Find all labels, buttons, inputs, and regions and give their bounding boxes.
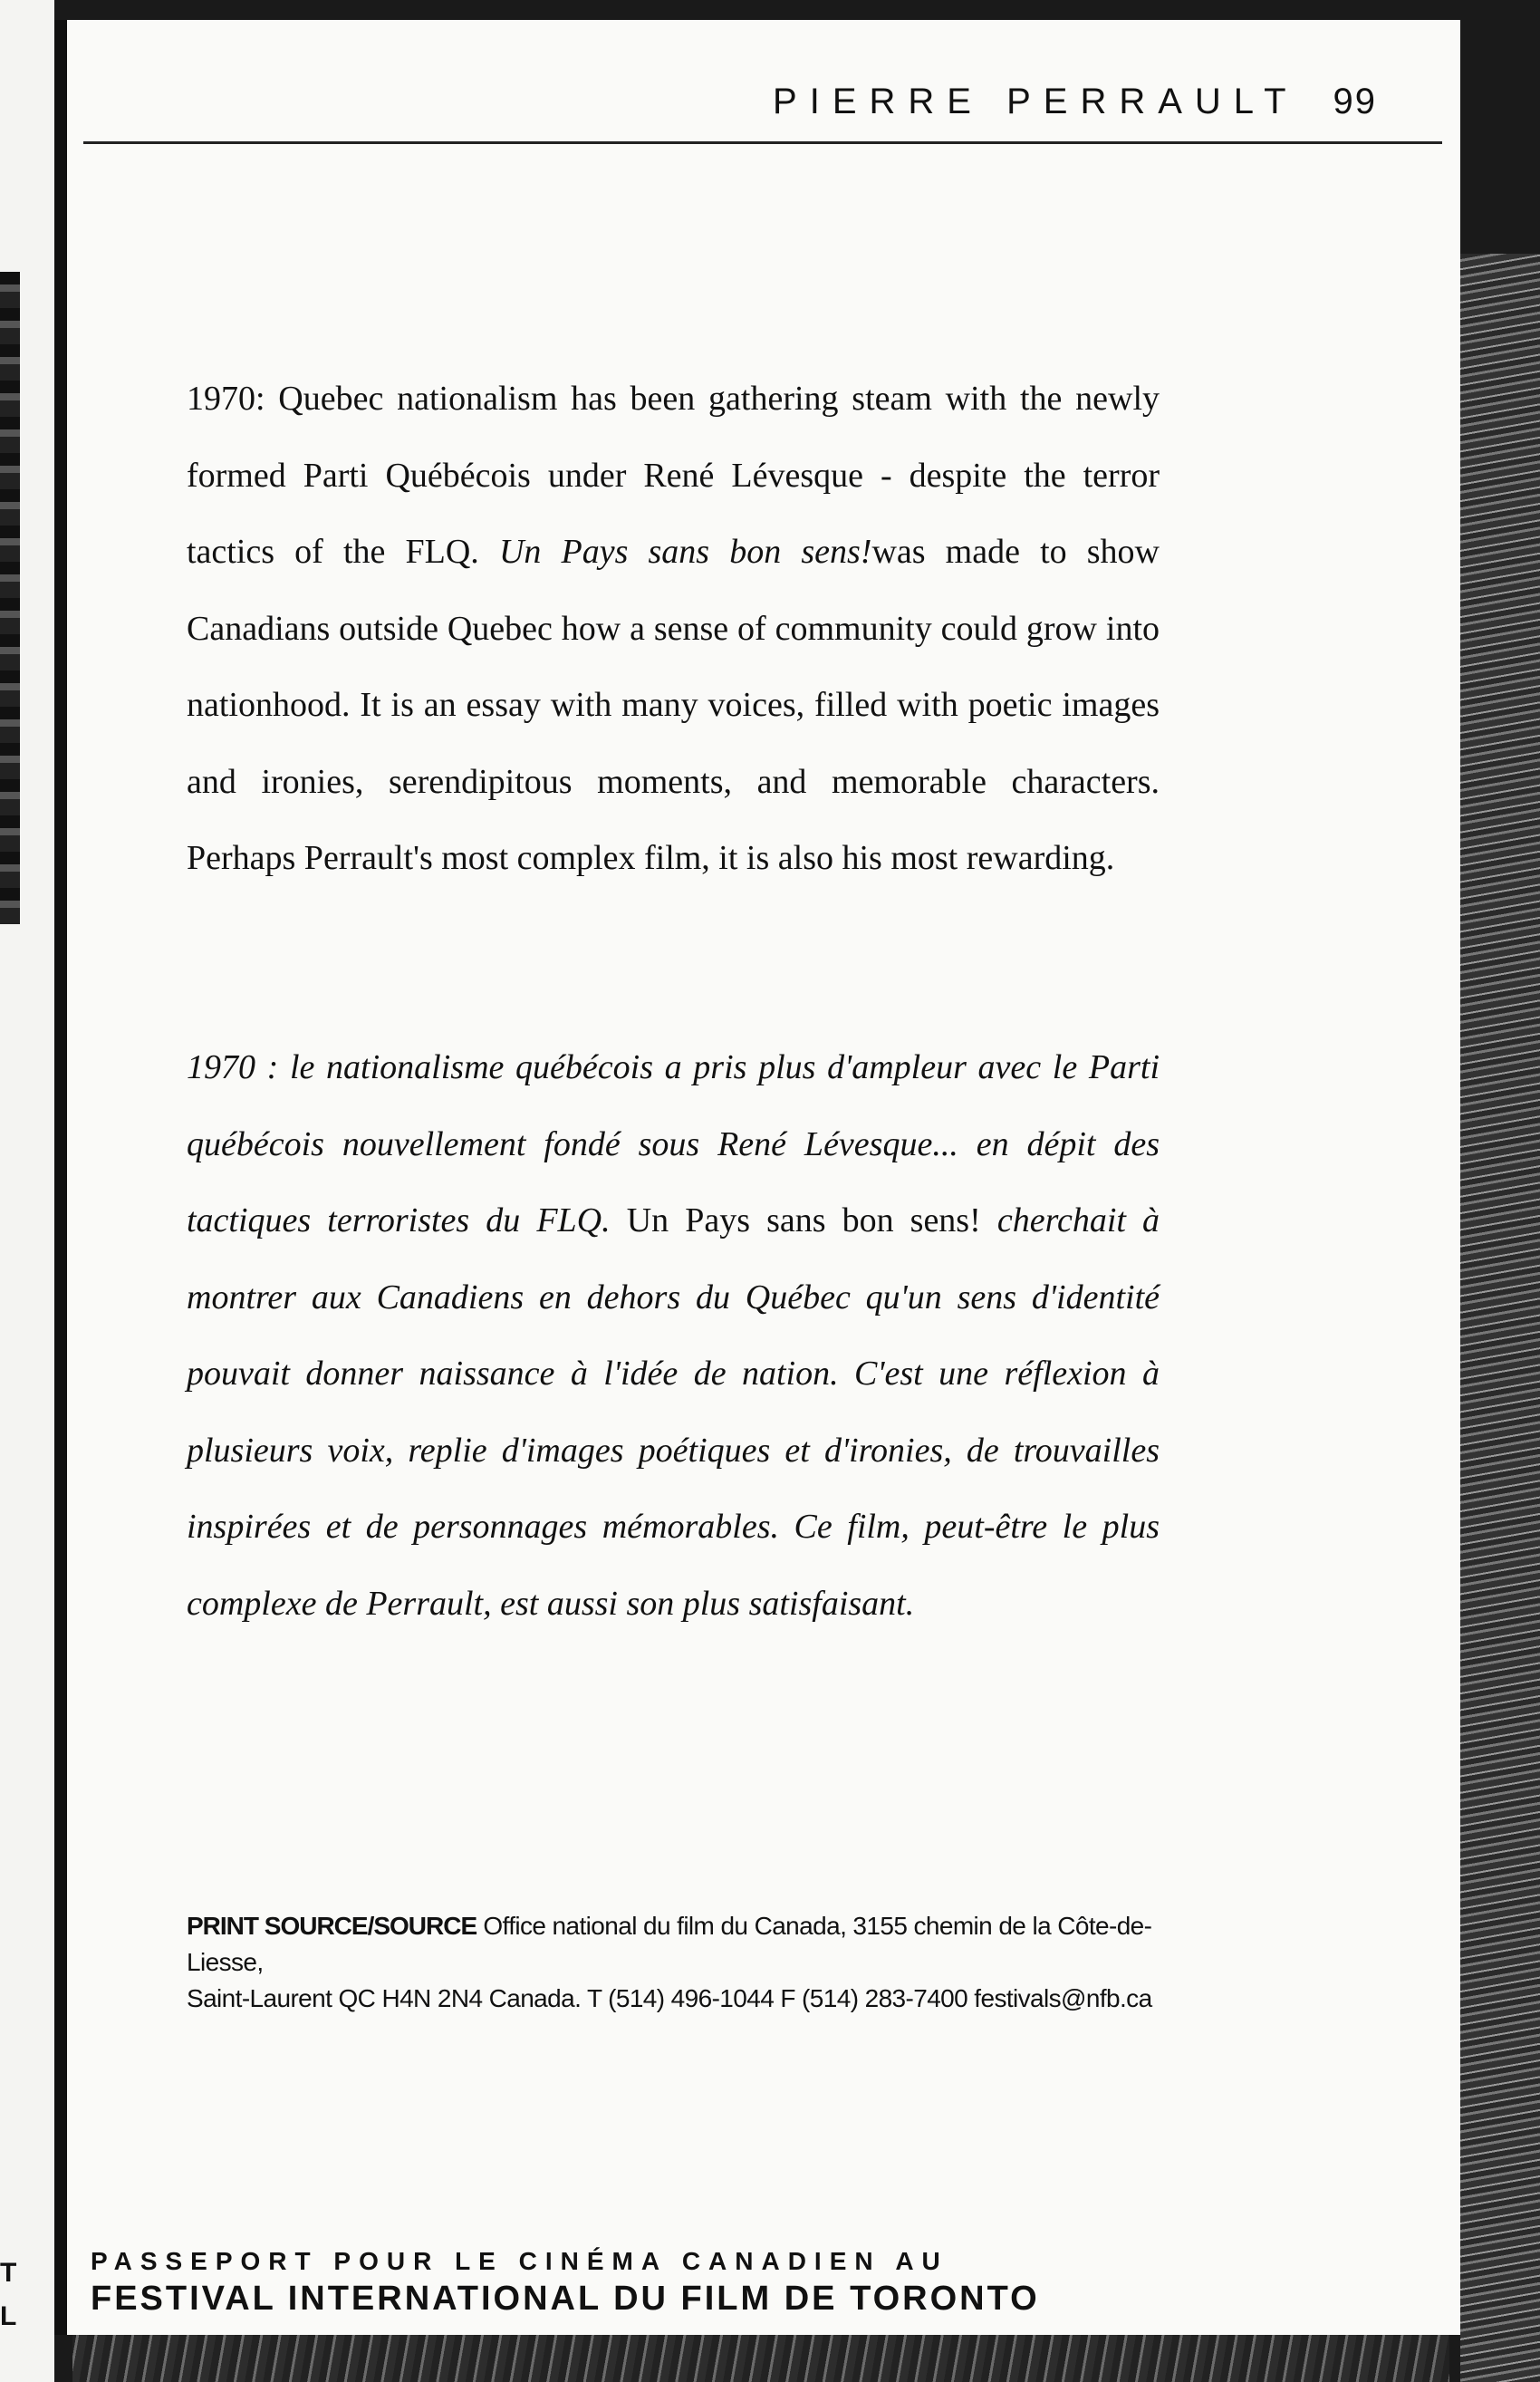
running-header-title: PIERRE PERRAULT bbox=[773, 82, 1299, 121]
english-text-part2: was made to show Canadians outside Quebec how a sense of community could grow into nationhood. It is an essay with many voices, filled with poetic images and ironies, serendipitous moments, and memorable characters. Perhaps Perrault's most complex film, it is also his most rewarding. bbox=[187, 533, 1160, 877]
print-source-line2: Saint-Laurent QC H4N 2N4 Canada. T (514) 496-1044 F (514) 283-7400 festivals@nfb.ca bbox=[187, 1984, 1152, 2012]
festival-footer bbox=[91, 2245, 1178, 2319]
adjacent-letter: T bbox=[0, 2258, 17, 2288]
running-header bbox=[634, 82, 1377, 132]
french-film-title: Un Pays sans bon sens! bbox=[626, 1201, 981, 1239]
scan-right-edge bbox=[1460, 254, 1540, 2382]
footer-line1: PASSEPORT POUR LE CINÉMA CANADIEN AU bbox=[91, 2247, 948, 2275]
english-film-title: Un Pays sans bon sens! bbox=[498, 533, 872, 571]
english-paragraph bbox=[187, 361, 1160, 897]
print-source bbox=[187, 1908, 1183, 2017]
french-paragraph bbox=[187, 1029, 1160, 1642]
header-rule bbox=[83, 141, 1442, 144]
adjacent-page-letters bbox=[0, 2252, 27, 2339]
french-text-part1: 1970 : le nationalisme québécois a pris plus d'ampleur avec le Parti québécois nouvellement fondé sous René Lévesque... en dépit des tactiques terroristes du FLQ. bbox=[187, 1048, 1160, 1239]
print-source-line1 bbox=[187, 1908, 1183, 1981]
print-source-label: PRINT SOURCE/SOURCE bbox=[187, 1912, 477, 1940]
adjacent-letter: L bbox=[0, 2301, 17, 2331]
page-number: 99 bbox=[1333, 82, 1377, 121]
english-text-part1: 1970: Quebec nationalism has been gathering steam with the newly formed Parti Québécois under René Lévesque - despite the terror tactics of the FLQ. bbox=[187, 380, 1160, 571]
footer-line2: FESTIVAL INTERNATIONAL DU FILM DE TORONTO bbox=[91, 2280, 1040, 2318]
print-source-address: Office national du film du Canada, 3155 chemin de la Côte-de-Liesse, bbox=[187, 1912, 1152, 1976]
scan-left-adjacent-page-edge bbox=[0, 272, 20, 924]
french-text-part2: cherchait à montrer aux Canadiens en dehors du Québec qu'un sens d'identité pouvait donner naissance à l'idée de nation. C'est une réflexion à plusieurs voix, replie d'images poétiques et d'ironies, de trouvailles inspirées et de personnages mémorables. Ce film, peut-être le plus complexe de Perrault, est aussi son plus satisfaisant. bbox=[187, 1201, 1160, 1623]
